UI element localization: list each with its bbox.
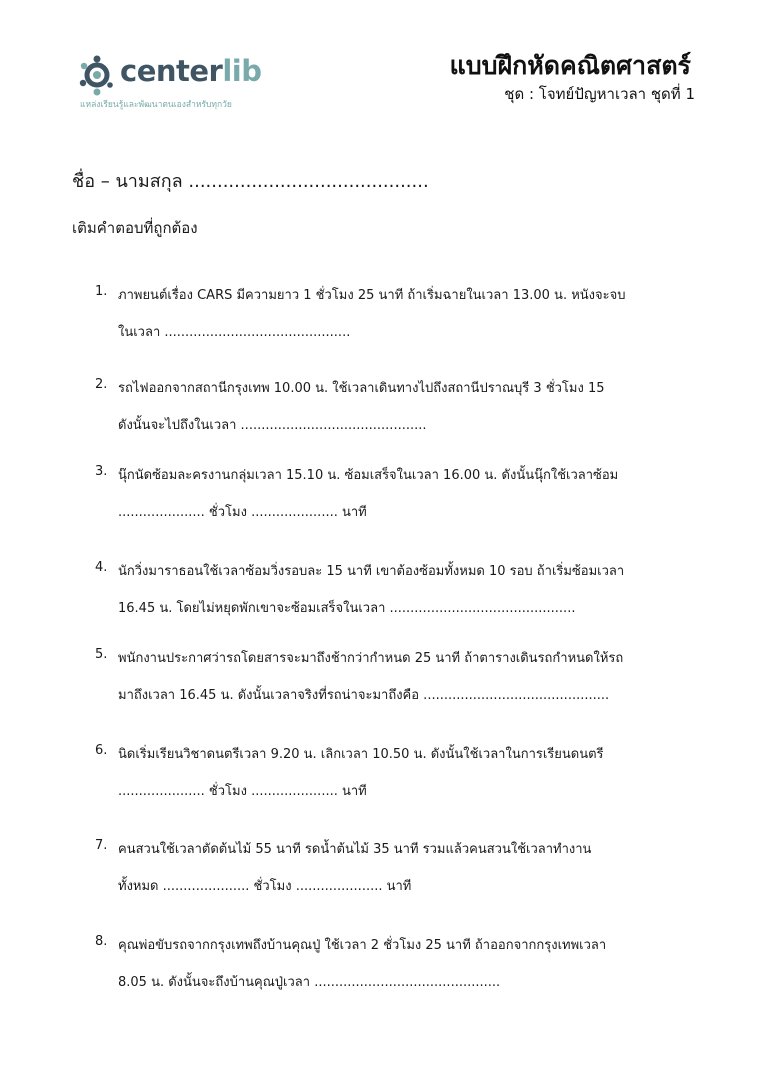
molecule-logo-icon <box>76 52 122 98</box>
answer-line: ดังนั้นจะไปถึงในเวลา ............................................. <box>118 418 427 433</box>
answer-line: 8.05 น. ดังนั้นจะถึงบ้านคุณปู่เวลา ............................................. <box>118 975 501 990</box>
question-text: พนักงานประกาศว่ารถโดยสารจะมาถึงช้ากว่ากำหนด 25 นาที ถ้าตารางเดินรถกำหนดให้รถ <box>118 651 624 666</box>
question-text: คนสวนใช้เวลาตัดต้นไม้ 55 นาที รดน้ำต้นไม้ 35 นาที รวมแล้วคนสวนใช้เวลาทำงาน <box>118 842 592 857</box>
answer-line: ..................... ชั่วโมง ..................... นาที <box>118 505 367 520</box>
question-text: ภาพยนต์เรื่อง CARS มีความยาว 1 ชั่วโมง 25 นาที ถ้าเริ่มฉายในเวลา 13.00 น. หนังจะจบ <box>118 288 626 303</box>
worksheet-subtitle: ชุด : โจทย์ปัญหาเวลา ชุดที่ 1 <box>504 85 695 103</box>
question-number: 8. <box>95 934 108 949</box>
worksheet-title: แบบฝึกหัดคณิตศาสตร์ <box>449 51 691 80</box>
answer-line: 16.45 น. โดยไม่หยุดพักเขาจะซ้อมเสร็จในเวลา ............................................. <box>118 601 576 616</box>
question-number: 6. <box>95 743 108 758</box>
question-text: นิดเริ่มเรียนวิชาดนตรีเวลา 9.20 น. เลิกเวลา 10.50 น. ดังนั้นใช้เวลาในการเรียนดนตรี <box>118 747 604 762</box>
answer-line: ในเวลา ............................................. <box>118 325 351 340</box>
question-text: คุณพ่อขับรถจากกรุงเทพถึงบ้านคุณปู่ ใช้เวลา 2 ชั่วโมง 25 นาที ถ้าออกจากกรุงเทพเวลา <box>118 938 607 953</box>
question-text: รถไฟออกจากสถานีกรุงเทพ 10.00 น. ใช้เวลาเดินทางไปถึงสถานีปราณบุรี 3 ชั่วโมง 15 <box>118 381 605 396</box>
centerlib-logo <box>76 50 286 114</box>
question-text: นุ๊กนัดซ้อมละครงานกลุ่มเวลา 15.10 น. ซ้อมเสร็จในเวลา 16.00 น. ดังนั้นนุ๊กใช้เวลาซ้อม <box>118 468 619 483</box>
question-text: นักวิ่งมาราธอนใช้เวลาซ้อมวิ่งรอบละ 15 นาที เขาต้องซ้อมทั้งหมด 10 รอบ ถ้าเริ่มซ้อมเวลา <box>118 564 625 579</box>
question-number: 7. <box>95 838 108 853</box>
answer-line: ..................... ชั่วโมง ..................... นาที <box>118 784 367 799</box>
answer-line: ทั้งหมด ..................... ชั่วโมง ..................... นาที <box>118 879 412 894</box>
question-number: 2. <box>95 377 108 392</box>
question-number: 5. <box>95 647 108 662</box>
instruction-text: เติมคำตอบที่ถูกต้อง <box>72 219 198 237</box>
question-number: 1. <box>95 284 108 299</box>
question-number: 3. <box>95 464 108 479</box>
logo-wordmark: centerlib <box>120 54 262 88</box>
logo-tagline: แหล่งเรียนรู้และพัฒนาตนเองสำหรับทุกวัย <box>80 100 232 110</box>
answer-line: มาถึงเวลา 16.45 น. ดังนั้นเวลาจริงที่รถน่าจะมาถึงคือ ............................................. <box>118 688 610 703</box>
question-number: 4. <box>95 560 108 575</box>
student-name-field: ชื่อ – นามสกุล .......................................... <box>72 171 429 192</box>
